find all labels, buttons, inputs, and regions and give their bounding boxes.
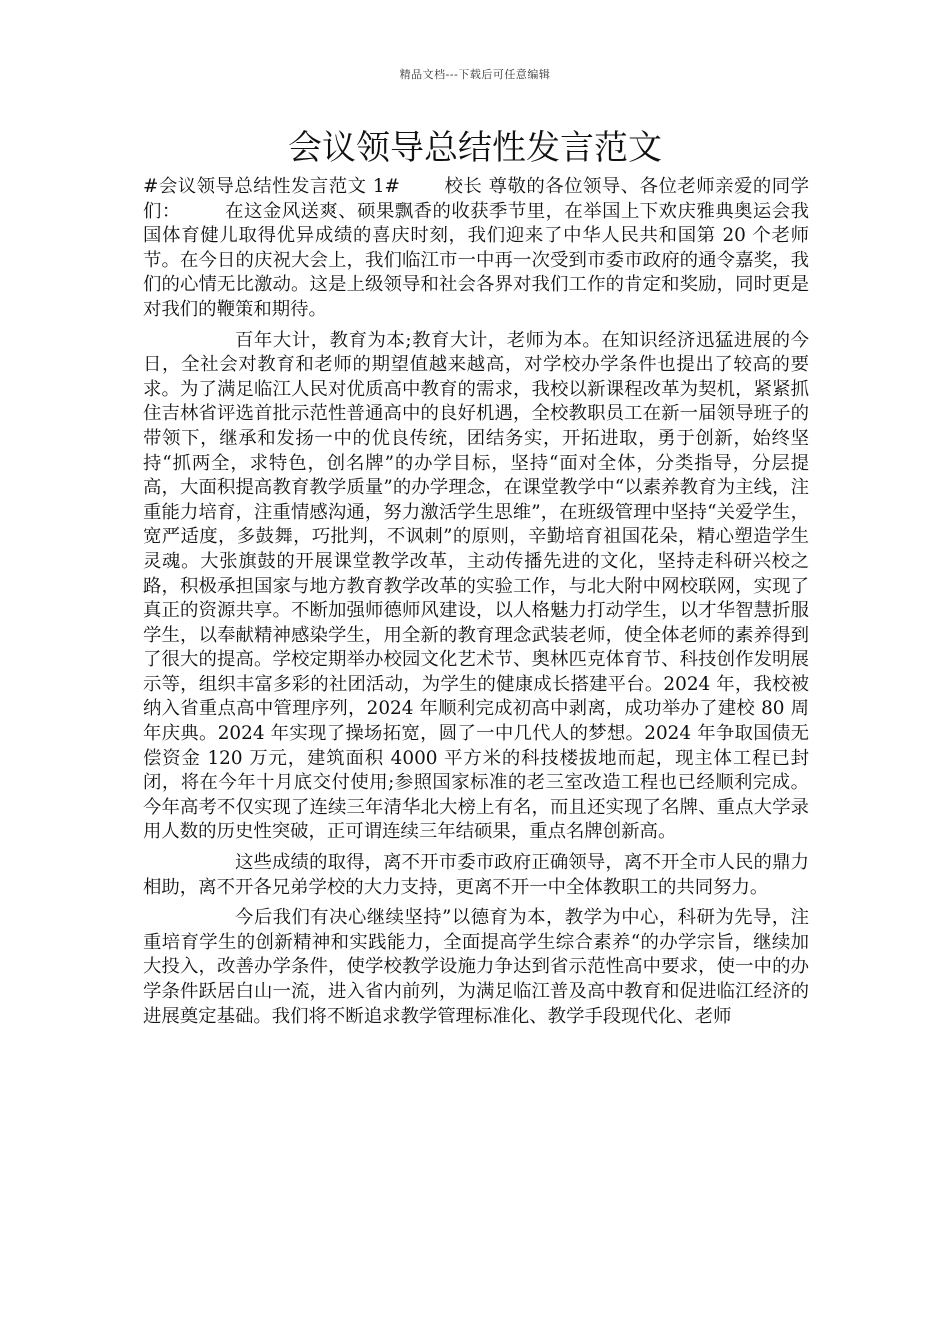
body-paragraph: 百年大计，教育为本;教育大计，老师为本。在知识经济迅猛进展的今日，全社会对教育和老师的期望值越来越高，对学校办学条件也提出了较高的要求。为了满足临江人民对优质高中教育的需求，我校以新课程改革为契机，紧紧抓住吉林省评选首批示范性普通高中的良好机遇，全校教职员工在新一届领导班子的带领下，继承和发扬一中的优良传统，团结务实，开拓进取，勇于创新，始终坚持“抓两全，求特色，创名牌”的办学目标，坚持“面对全体，分类指导，分层提高，大面积提高教育教学质量”的办学理念，在课堂教学中“以素养教育为主线，注重能力培育，注重情感沟通，努力激活学生思维”，在班级管理中坚持“关爱学生，宽严适度，多鼓舞，巧批判，不讽刺”的原则，辛勤培育祖国花朵，精心塑造学生灵魂。大张旗鼓的开展课堂教学改革，主动传播先进的文化，坚持走科研兴校之路，积极承担国家与地方教育教学改革的实验工作，与北大附中网校联网，实现了真正的资源共享。不断加强师德师风建设，以人格魅力打动学生，以才华智慧折服学生，以奉献精神感染学生，用全新的教育理念武装老师，使全体老师的素养得到了很大的提高。学校定期举办校园文化艺术节、奥林匹克体育节、科技创作发明展示等，组织丰富多彩的社团活动，为学生的健康成长搭建平台。2024 年，我校被纳入省重点高中管理序列，2024 年顺利完成初高中剥离，成功举办了建校 80 周年庆典。2024 年实现了操场拓宽，圆了一中几代人的梦想。2024 年争取国债无偿资金 120 万元，建筑面积 4000 平方米的科技楼拔地而起，现主体工程已封闭，将在今年十月底交付使用;参照国家标准的老三室改造工程也已经顺利完成。今年高考不仅实现了连续三年清华北大榜上有名，而且还实现了名牌、重点大学录用人数的历史性突破，正可谓连续三年结硕果，重点名牌创新高。 — [143, 329, 809, 843]
opening-paragraph — [143, 175, 809, 323]
paragraph-text: 在这金风送爽、硕果飘香的收获季节里，在举国上下欢庆雅典奥运会我国体育健儿取得优异成绩的喜庆时刻，我们迎来了中华人民共和国第 20 个老师节。在今日的庆祝大会上，我们临江市一中再一次受到市委市政府的通令嘉奖，我们的心情无比激动。这是上级领导和社会各界对我们工作的肯定和奖励，同时更是对我们的鞭策和期待。 — [143, 200, 809, 320]
speaker-label: 校长 — [443, 176, 483, 197]
body-paragraph: 这些成绩的取得，离不开市委市政府正确领导，离不开全市人民的鼎力相助，离不开各兄弟学校的大力支持，更离不开一中全体教职工的共同努力。 — [143, 852, 809, 898]
body-paragraph: 今后我们有决心继续坚持”以德育为本，教学为中心，科研为先导，注重培育学生的创新精神和实践能力，全面提高学生综合素养“的办学宗旨，继续加大投入，改善办学条件，使学校教学设施力争达到省示范性高中要求，使一中的办学条件跃居白山一流，进入省内前列，为满足临江普及高中教育和促进临江经济的进展奠定基础。我们将不断追求教学管理标准化、教学手段现代化、老师 — [143, 907, 809, 1027]
document-body — [143, 175, 809, 1035]
salutation: 尊敬的各位领导、各位老师亲爱的同学们： — [143, 176, 809, 222]
page-header: 精品文档---下载后可任意编辑 — [399, 68, 551, 81]
document-title: 会议领导总结性发言范文 — [288, 128, 662, 168]
intro-label: #会议领导总结性发言范文 1# — [143, 176, 400, 197]
